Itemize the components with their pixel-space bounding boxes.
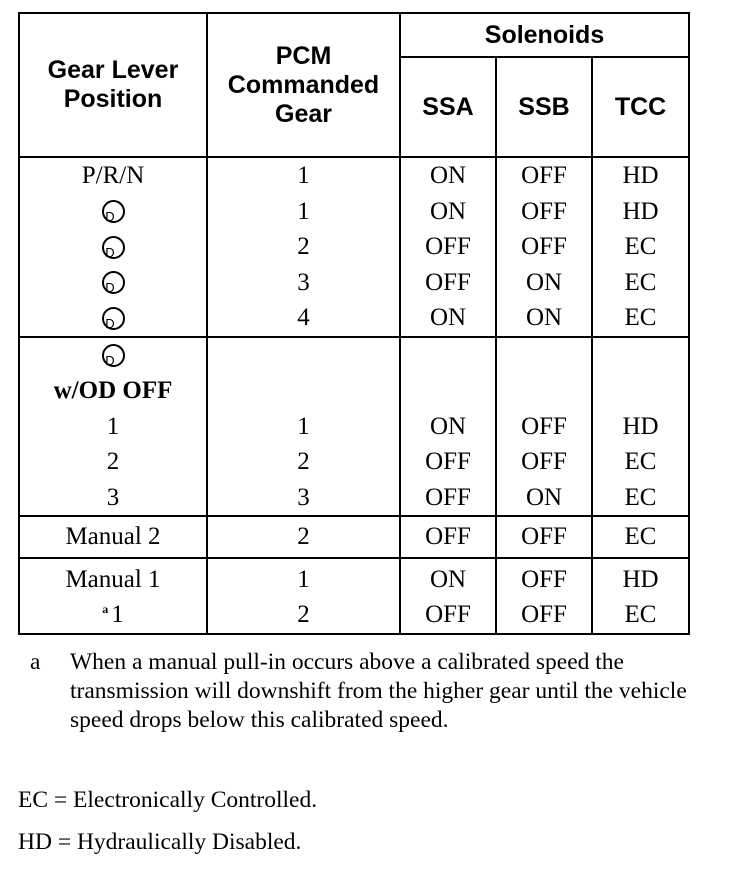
gear-value: 2 <box>297 523 310 550</box>
gear-value: 3 <box>297 483 310 511</box>
gear-value: 3 <box>297 268 310 296</box>
tcc-value: EC <box>624 233 657 260</box>
position-value: 3 <box>106 483 120 511</box>
position-value: 2 <box>106 448 120 475</box>
ssb-value: OFF <box>521 523 567 550</box>
position-value: Manual 2 <box>65 523 161 550</box>
position-value: P/R/N <box>81 162 145 189</box>
cell-position <box>19 337 207 517</box>
cell-gear <box>207 558 400 634</box>
cell-ssb <box>496 337 592 517</box>
header-pcm-commanded-gear <box>207 13 400 157</box>
d-circle-icon: D <box>102 307 125 330</box>
ssa-value: ON <box>429 304 467 331</box>
position-value <box>20 229 206 265</box>
ssa-value: ON <box>429 412 467 440</box>
cell-ssa <box>400 337 496 517</box>
header-solenoids: Solenoids <box>400 13 689 57</box>
gear-value: 1 <box>297 197 310 225</box>
position-value: 1 <box>106 412 120 440</box>
header-pcm-line1: PCM <box>275 41 332 70</box>
footnote-marker: a <box>102 602 109 616</box>
cell-tcc <box>592 157 689 337</box>
ssa-value: ON <box>429 197 467 225</box>
tcc-value: HD <box>622 412 659 440</box>
ssb-value: OFF <box>521 565 567 593</box>
cell-ssa <box>400 558 496 634</box>
header-ssa: SSA <box>400 57 496 157</box>
ssa-value: OFF <box>425 523 471 550</box>
legend-ec: EC = Electronically Controlled. <box>18 787 318 813</box>
tcc-value: EC <box>624 483 657 511</box>
ssa-value: OFF <box>425 483 471 511</box>
tcc-value: EC <box>624 601 657 628</box>
header-gear-lever-line2: Position <box>63 85 163 113</box>
gear-value: 1 <box>297 162 310 189</box>
cell-tcc <box>592 558 689 634</box>
cell-gear <box>207 157 400 337</box>
cell-position <box>19 157 207 337</box>
position-value <box>20 338 206 374</box>
cell-position <box>19 558 207 634</box>
tcc-value: HD <box>622 197 659 225</box>
ssb-value: OFF <box>521 233 567 260</box>
d-circle-icon: D <box>102 236 125 259</box>
gear-value: 2 <box>297 601 310 628</box>
cell-ssb <box>496 558 592 634</box>
cell-tcc <box>592 516 689 558</box>
cell-ssb <box>496 157 592 337</box>
position-value <box>20 265 206 301</box>
solenoid-table <box>18 12 690 635</box>
position-value <box>20 194 206 230</box>
position-value: $^a$ 1 <box>102 601 124 628</box>
header-pcm-line3: Gear <box>275 99 332 128</box>
cell-tcc <box>592 337 689 517</box>
table-row-group-od-off <box>19 337 689 517</box>
d-circle-icon: D <box>102 200 125 223</box>
gear-value: 4 <box>297 304 310 331</box>
cell-position <box>19 516 207 558</box>
cell-ssa <box>400 157 496 337</box>
position-value: Manual 1 <box>65 565 161 593</box>
d-circle-icon: D <box>102 271 125 294</box>
footnote <box>30 648 700 735</box>
ssb-value: ON <box>525 483 563 511</box>
ssa-value: ON <box>429 565 467 593</box>
ssb-value: OFF <box>521 162 567 189</box>
ssb-value: OFF <box>521 197 567 225</box>
gear-value: 1 <box>297 565 310 593</box>
ssa-value: OFF <box>425 233 471 260</box>
ssa-value: OFF <box>425 448 471 475</box>
gear-value: 2 <box>297 448 310 475</box>
tcc-value: EC <box>624 523 657 550</box>
gear-value: 2 <box>297 233 310 260</box>
footnote-text: When a manual pull-in occurs above a calibrated speed the transmission will downshift from the higher gear until the vehicle speed drops below this calibrated speed. <box>70 649 687 733</box>
ssa-value: ON <box>429 162 467 189</box>
header-gear-lever-line1: Gear Lever <box>47 56 179 84</box>
tcc-value: EC <box>624 304 657 331</box>
tcc-value: EC <box>624 448 657 475</box>
ssb-value: OFF <box>521 412 567 440</box>
cell-ssb <box>496 516 592 558</box>
tcc-value: HD <box>622 565 659 593</box>
ssb-value: OFF <box>521 448 567 475</box>
ssb-value: ON <box>525 268 563 296</box>
position-value <box>20 300 206 336</box>
header-gear-lever-position <box>19 13 207 157</box>
ssa-value: OFF <box>425 601 471 628</box>
header-ssb: SSB <box>496 57 592 157</box>
legend-hd: HD = Hydraulically Disabled. <box>18 829 302 855</box>
cell-gear <box>207 337 400 517</box>
d-circle-icon: D <box>102 344 125 367</box>
cell-ssa <box>400 516 496 558</box>
table-row-group-drive <box>19 157 689 337</box>
ssb-value: ON <box>525 304 563 331</box>
gear-value: 1 <box>297 412 310 440</box>
cell-gear <box>207 516 400 558</box>
ssb-value: OFF <box>521 601 567 628</box>
tcc-value: EC <box>624 268 657 296</box>
table-row-group-manual-2 <box>19 516 689 558</box>
header-pcm-line2: Commanded <box>227 70 380 99</box>
ssa-value: OFF <box>425 268 471 296</box>
footnote-marker: a <box>30 649 41 675</box>
table-row-group-manual-1 <box>19 558 689 634</box>
header-tcc: TCC <box>592 57 689 157</box>
header-row-top <box>19 13 689 57</box>
tcc-value: HD <box>622 162 659 189</box>
position-heading: w/OD OFF <box>53 377 173 404</box>
